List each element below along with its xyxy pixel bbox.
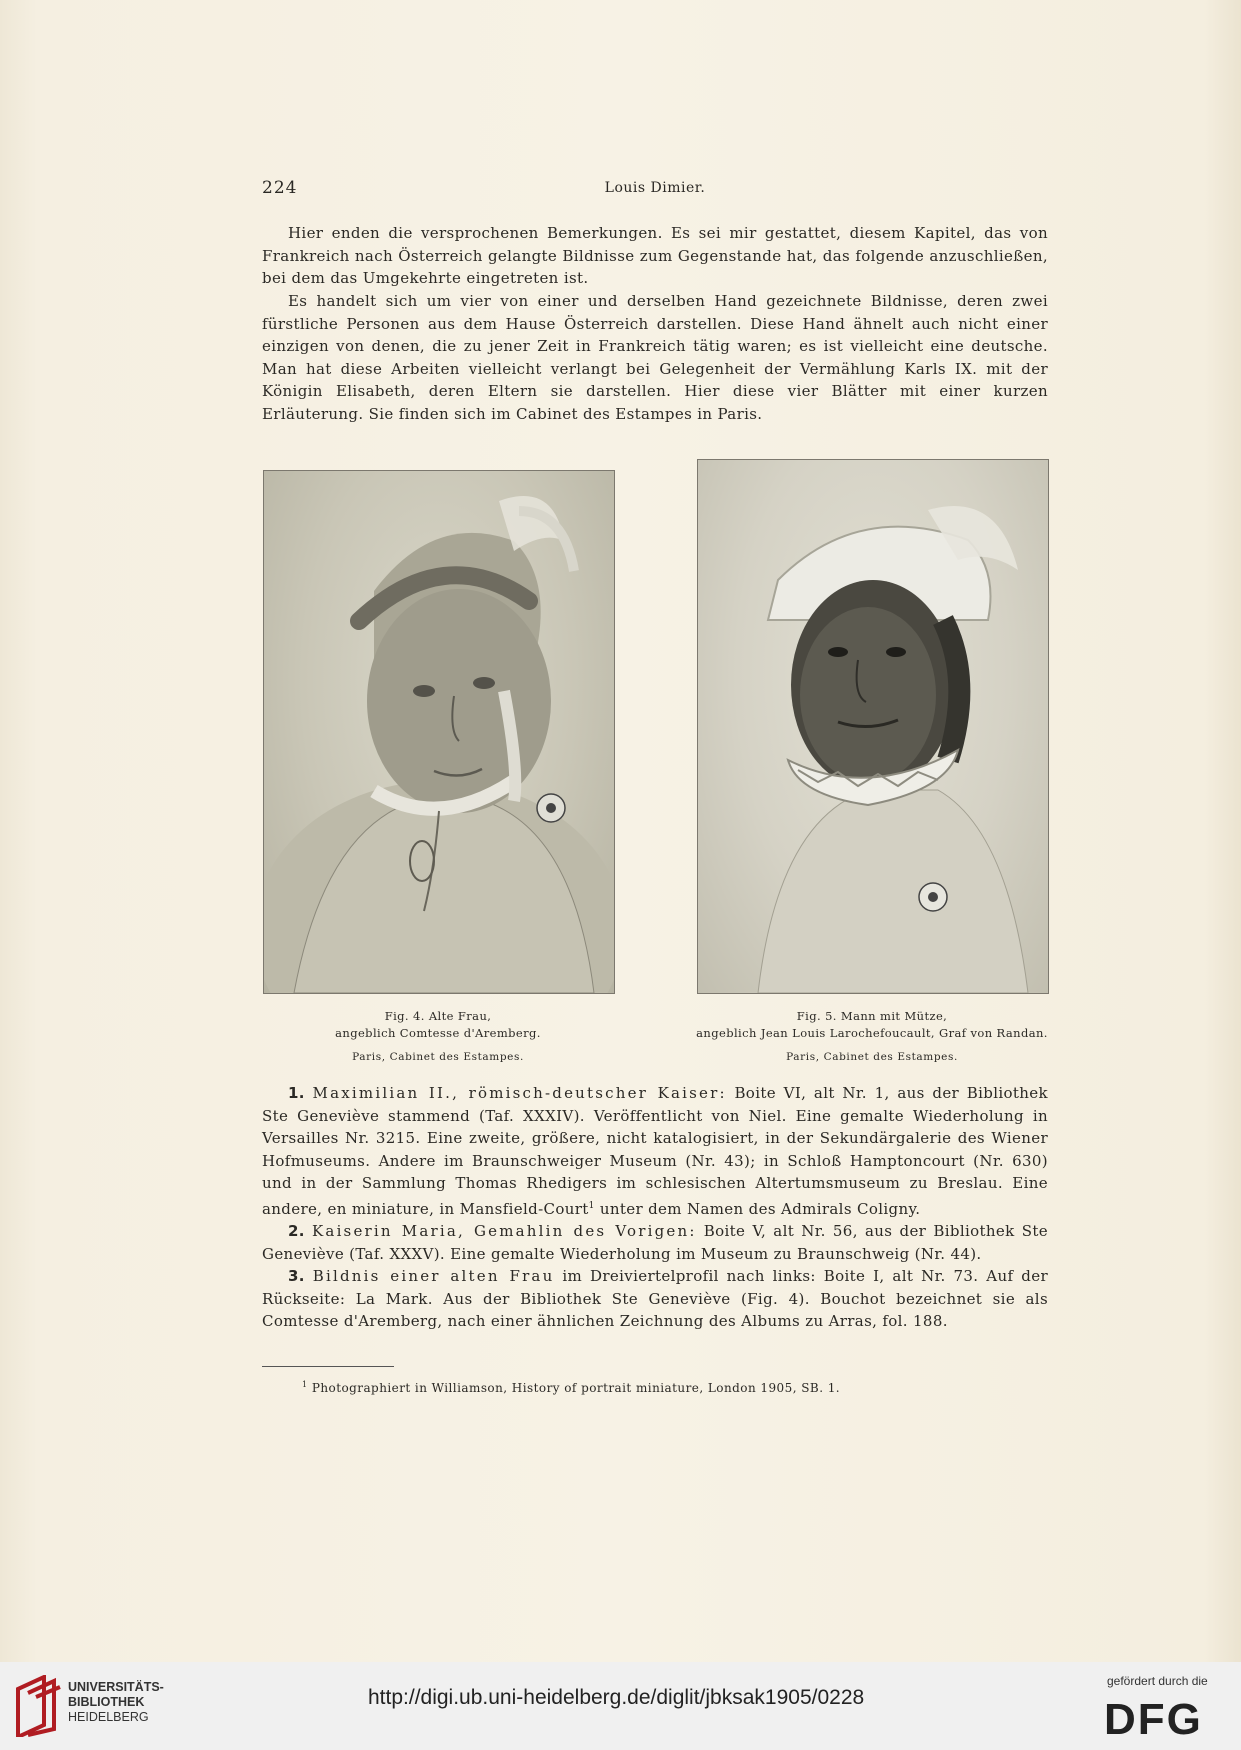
item-1-title: Maximilian II., römisch-deutscher Kaiser: [312,1084,727,1102]
item-2-title: Kaiserin Maria, Gemahlin des Vorigen: [312,1222,697,1240]
item-2-text: Boite V, alt Nr. 56, aus der Bibliothek Ste Geneviève (Taf. XXXV). Eine gemalte Wiederholung im Museum zu Braunschweig (Nr. 44). [262,1222,1048,1263]
portrait-old-woman-drawing [264,471,614,993]
figure-4-caption [263,1008,613,1066]
library-name-line-3: HEIDELBERG [68,1710,149,1724]
item-1-number: 1. [288,1084,305,1102]
university-library-logo-icon[interactable] [14,1675,62,1737]
catalogue-item-3 [262,1265,1048,1333]
library-name-line-2: BIBLIOTHEK [68,1695,145,1709]
portrait-man-with-cap-drawing [698,460,1048,993]
viewer-footer-bar [0,1662,1241,1750]
catalogue-item-2 [262,1220,1048,1265]
figure-5-subtitle: angeblich Jean Louis Larochefoucault, Graf von Randan. [696,1026,1048,1040]
portrait-figure-5 [697,459,1049,994]
figure-5-source: Paris, Cabinet des Estampes. [786,1051,958,1063]
figure-4-subtitle: angeblich Comtesse d'Aremberg. [335,1026,541,1040]
figure-5-title: Fig. 5. Mann mit Mütze, [796,1009,948,1023]
intro-paragraph-2: Es handelt sich um vier von einer und derselben Hand gezeichnete Bildnisse, deren zwei fürstliche Personen aus dem Hause Österreich darstellen. Diese Hand ähnelt auch nicht einer einzigen von denen, die zu jener Zeit in Frankreich tätig waren; es ist vielleicht eine deutsche. Man hat diese Arbeiten vielleicht verlangt bei Gelegenheit der Vermählung Karls IX. mit der Königin Elisabeth, deren Eltern sie darstellen. Hier diese vier Blätter mit einer kurzen Erläuterung. Sie finden sich im Cabinet des Estampes in Paris. [262,292,1048,423]
item-1-text: Boite VI, alt Nr. 1, aus der Bibliothek Ste Geneviève stammend (Taf. XXXIV). Veröffentlicht von Niel. Eine gemalte Wiederholung in Versailles Nr. 3215. Eine zweite, größere, nicht katalogisiert, in der Sekundärgalerie des Wiener Hofmuseums. Andere im Braunschweiger Museum (Nr. 43); in Schloß Hamptoncourt (Nr. 630) und in der Sammlung Thomas Rhedigers im schlesischen Altertumsmuseum zu Breslau. Eine andere, en miniature, in Mansfield-Court [262,1084,1048,1218]
footnote [302,1380,840,1395]
dfg-logo[interactable]: DFG [1104,1695,1203,1744]
page-number: 224 [262,178,298,198]
figure-4-source: Paris, Cabinet des Estampes. [352,1051,524,1063]
figure-4-title: Fig. 4. Alte Frau, [384,1009,492,1023]
page-header [262,178,1048,204]
university-library-name[interactable] [68,1680,164,1725]
item-2-number: 2. [288,1222,305,1240]
footnote-text: Photographiert in Williamson, History of portrait miniature, London 1905, SB. 1. [311,1381,841,1395]
funding-note: gefördert durch die [1107,1674,1208,1688]
item-3-text: im Dreiviertelprofil nach links: Boite I, alt Nr. 73. Auf der Rückseite: La Mark. Aus der Bibliothek Ste Geneviève (Fig. 4). Bouchot bezeichnet sie als Comtesse d'Aremberg, nach einer ähnlichen Zeichnung des Albums zu Arras, fol. 188. [262,1267,1048,1330]
document-url-link[interactable]: http://digi.ub.uni-heidelberg.de/diglit/jbksak1905/0228 [368,1686,865,1709]
catalogue-item-1 [262,1082,1048,1220]
footnote-marker: 1 [302,1380,308,1389]
figure-5-caption [677,1008,1067,1066]
portrait-figure-4 [263,470,615,994]
footnote-divider [262,1366,394,1367]
item-3-title: Bildnis einer alten Frau [312,1267,555,1285]
item-3-number: 3. [288,1267,305,1285]
library-name-line-1: UNIVERSITÄTS- [68,1680,164,1694]
footnote-reference: 1 [588,1200,595,1211]
item-1-text-continued: unter dem Namen des Admirals Coligny. [599,1199,921,1218]
running-head: Louis Dimier. [604,180,706,196]
intro-paragraph-1: Hier enden die versprochenen Bemerkungen. Es sei mir gestattet, diesem Kapitel, das von Frankreich nach Österreich gelangte Bildnisse zum Gegenstande hat, das folgende anzuschließen, bei dem das Umgekehrte eingetreten ist. [262,224,1048,287]
catalogue-list [262,1082,1048,1333]
